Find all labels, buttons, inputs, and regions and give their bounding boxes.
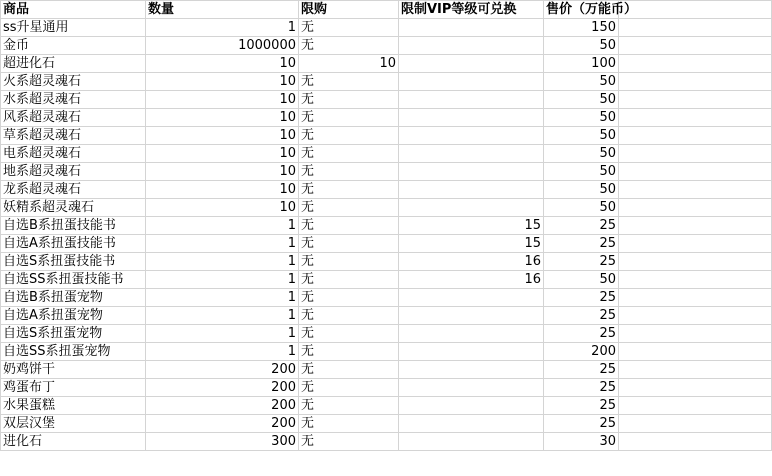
cell-vip-level[interactable] bbox=[399, 325, 544, 343]
cell-purchase-limit[interactable]: 无 bbox=[299, 181, 399, 199]
cell-price[interactable]: 25 bbox=[544, 217, 619, 235]
table-row bbox=[1, 271, 772, 289]
cell-item[interactable]: 自选SS系扭蛋宠物 bbox=[1, 343, 146, 361]
cell-purchase-limit[interactable]: 无 bbox=[299, 109, 399, 127]
cell-price[interactable]: 200 bbox=[544, 343, 619, 361]
empty-cell[interactable] bbox=[619, 415, 772, 433]
table-row bbox=[1, 37, 772, 55]
cell-quantity[interactable]: 10 bbox=[146, 145, 299, 163]
cell-item[interactable]: ss升星通用 bbox=[1, 19, 146, 37]
cell-item[interactable]: 水果蛋糕 bbox=[1, 397, 146, 415]
cell-vip-level[interactable]: 15 bbox=[399, 217, 544, 235]
cell-quantity[interactable]: 1000000 bbox=[146, 37, 299, 55]
header-price[interactable]: 售价（万能币） bbox=[544, 1, 619, 19]
cell-price[interactable]: 50 bbox=[544, 163, 619, 181]
cell-price[interactable]: 25 bbox=[544, 361, 619, 379]
table-row bbox=[1, 379, 772, 397]
cell-price[interactable]: 25 bbox=[544, 379, 619, 397]
cell-quantity[interactable]: 200 bbox=[146, 361, 299, 379]
empty-cell[interactable] bbox=[619, 163, 772, 181]
cell-purchase-limit[interactable]: 无 bbox=[299, 217, 399, 235]
cell-quantity[interactable]: 1 bbox=[146, 19, 299, 37]
cell-price[interactable]: 25 bbox=[544, 307, 619, 325]
empty-cell[interactable] bbox=[619, 145, 772, 163]
cell-item[interactable]: 奶鸡饼干 bbox=[1, 361, 146, 379]
cell-vip-level[interactable]: 16 bbox=[399, 271, 544, 289]
cell-purchase-limit[interactable]: 无 bbox=[299, 91, 399, 109]
cell-item[interactable]: 草系超灵魂石 bbox=[1, 127, 146, 145]
table-row bbox=[1, 19, 772, 37]
cell-quantity[interactable]: 10 bbox=[146, 55, 299, 73]
cell-quantity[interactable]: 10 bbox=[146, 127, 299, 145]
header-quantity[interactable]: 数量 bbox=[146, 1, 299, 19]
cell-price[interactable]: 50 bbox=[544, 37, 619, 55]
table-row bbox=[1, 181, 772, 199]
cell-purchase-limit[interactable]: 无 bbox=[299, 37, 399, 55]
cell-vip-level[interactable] bbox=[399, 433, 544, 451]
table-row bbox=[1, 91, 772, 109]
cell-price[interactable]: 25 bbox=[544, 397, 619, 415]
cell-item[interactable]: 自选S系扭蛋宠物 bbox=[1, 325, 146, 343]
empty-cell[interactable] bbox=[619, 307, 772, 325]
cell-price[interactable]: 50 bbox=[544, 271, 619, 289]
cell-price[interactable]: 25 bbox=[544, 415, 619, 433]
cell-vip-level[interactable] bbox=[399, 55, 544, 73]
cell-item[interactable]: 金币 bbox=[1, 37, 146, 55]
cell-vip-level[interactable] bbox=[399, 73, 544, 91]
cell-purchase-limit[interactable]: 无 bbox=[299, 307, 399, 325]
cell-vip-level[interactable] bbox=[399, 109, 544, 127]
cell-quantity[interactable]: 1 bbox=[146, 253, 299, 271]
cell-item[interactable]: 自选B系扭蛋技能书 bbox=[1, 217, 146, 235]
cell-purchase-limit[interactable]: 无 bbox=[299, 73, 399, 91]
cell-price[interactable]: 25 bbox=[544, 325, 619, 343]
header-vip-level[interactable]: 限制VIP等级可兑换 bbox=[399, 1, 544, 19]
cell-vip-level[interactable] bbox=[399, 145, 544, 163]
cell-purchase-limit[interactable]: 无 bbox=[299, 361, 399, 379]
table-row bbox=[1, 127, 772, 145]
cell-quantity[interactable]: 10 bbox=[146, 109, 299, 127]
cell-quantity[interactable]: 200 bbox=[146, 397, 299, 415]
cell-purchase-limit[interactable]: 无 bbox=[299, 253, 399, 271]
cell-quantity[interactable]: 1 bbox=[146, 343, 299, 361]
empty-cell[interactable] bbox=[619, 271, 772, 289]
cell-vip-level[interactable] bbox=[399, 397, 544, 415]
table-row bbox=[1, 397, 772, 415]
empty-cell[interactable] bbox=[619, 433, 772, 451]
cell-price[interactable]: 50 bbox=[544, 127, 619, 145]
cell-quantity[interactable]: 10 bbox=[146, 199, 299, 217]
cell-item[interactable]: 自选SS系扭蛋技能书 bbox=[1, 271, 146, 289]
cell-vip-level[interactable] bbox=[399, 127, 544, 145]
cell-quantity[interactable]: 10 bbox=[146, 73, 299, 91]
cell-vip-level[interactable] bbox=[399, 289, 544, 307]
cell-item[interactable]: 火系超灵魂石 bbox=[1, 73, 146, 91]
table-row bbox=[1, 325, 772, 343]
cell-vip-level[interactable] bbox=[399, 199, 544, 217]
table-row bbox=[1, 343, 772, 361]
cell-item[interactable]: 龙系超灵魂石 bbox=[1, 181, 146, 199]
cell-purchase-limit[interactable]: 无 bbox=[299, 415, 399, 433]
cell-item[interactable]: 自选B系扭蛋宠物 bbox=[1, 289, 146, 307]
cell-purchase-limit[interactable]: 无 bbox=[299, 271, 399, 289]
table-row bbox=[1, 415, 772, 433]
empty-cell[interactable] bbox=[619, 91, 772, 109]
cell-quantity[interactable]: 10 bbox=[146, 91, 299, 109]
cell-item[interactable]: 自选A系扭蛋宠物 bbox=[1, 307, 146, 325]
cell-quantity[interactable]: 200 bbox=[146, 379, 299, 397]
empty-cell[interactable] bbox=[619, 109, 772, 127]
cell-quantity[interactable]: 1 bbox=[146, 325, 299, 343]
table-row bbox=[1, 253, 772, 271]
cell-quantity[interactable]: 200 bbox=[146, 415, 299, 433]
cell-price[interactable]: 100 bbox=[544, 55, 619, 73]
cell-purchase-limit[interactable]: 无 bbox=[299, 145, 399, 163]
cell-purchase-limit[interactable]: 无 bbox=[299, 127, 399, 145]
empty-cell[interactable] bbox=[619, 397, 772, 415]
cell-item[interactable]: 电系超灵魂石 bbox=[1, 145, 146, 163]
cell-purchase-limit[interactable]: 无 bbox=[299, 289, 399, 307]
empty-cell[interactable] bbox=[619, 37, 772, 55]
cell-item[interactable]: 自选A系扭蛋技能书 bbox=[1, 235, 146, 253]
cell-vip-level[interactable]: 16 bbox=[399, 253, 544, 271]
cell-vip-level[interactable] bbox=[399, 19, 544, 37]
cell-purchase-limit[interactable]: 10 bbox=[299, 55, 399, 73]
table-row bbox=[1, 55, 772, 73]
cell-quantity[interactable]: 1 bbox=[146, 235, 299, 253]
cell-price[interactable]: 25 bbox=[544, 235, 619, 253]
cell-vip-level[interactable] bbox=[399, 379, 544, 397]
cell-vip-level[interactable] bbox=[399, 361, 544, 379]
cell-item[interactable]: 风系超灵魂石 bbox=[1, 109, 146, 127]
cell-vip-level[interactable] bbox=[399, 163, 544, 181]
cell-item[interactable]: 水系超灵魂石 bbox=[1, 91, 146, 109]
empty-cell[interactable] bbox=[619, 289, 772, 307]
cell-price[interactable]: 30 bbox=[544, 433, 619, 451]
cell-purchase-limit[interactable]: 无 bbox=[299, 199, 399, 217]
empty-cell[interactable] bbox=[619, 253, 772, 271]
cell-item[interactable]: 双层汉堡 bbox=[1, 415, 146, 433]
header-row bbox=[1, 1, 772, 19]
cell-price[interactable]: 50 bbox=[544, 145, 619, 163]
cell-item[interactable]: 地系超灵魂石 bbox=[1, 163, 146, 181]
table-row bbox=[1, 361, 772, 379]
cell-vip-level[interactable] bbox=[399, 415, 544, 433]
cell-vip-level[interactable] bbox=[399, 181, 544, 199]
empty-cell[interactable] bbox=[619, 199, 772, 217]
cell-quantity[interactable]: 1 bbox=[146, 307, 299, 325]
cell-quantity[interactable]: 300 bbox=[146, 433, 299, 451]
empty-cell[interactable] bbox=[619, 217, 772, 235]
empty-cell[interactable] bbox=[619, 325, 772, 343]
cell-quantity[interactable]: 10 bbox=[146, 163, 299, 181]
cell-price[interactable]: 25 bbox=[544, 289, 619, 307]
cell-vip-level[interactable] bbox=[399, 37, 544, 55]
cell-purchase-limit[interactable]: 无 bbox=[299, 433, 399, 451]
empty-cell[interactable] bbox=[619, 181, 772, 199]
empty-cell[interactable] bbox=[619, 343, 772, 361]
cell-quantity[interactable]: 1 bbox=[146, 271, 299, 289]
empty-cell[interactable] bbox=[619, 235, 772, 253]
header-purchase-limit[interactable]: 限购 bbox=[299, 1, 399, 19]
cell-vip-level[interactable]: 15 bbox=[399, 235, 544, 253]
table-row bbox=[1, 163, 772, 181]
cell-price[interactable]: 50 bbox=[544, 181, 619, 199]
cell-vip-level[interactable] bbox=[399, 91, 544, 109]
table-row bbox=[1, 145, 772, 163]
cell-purchase-limit[interactable]: 无 bbox=[299, 397, 399, 415]
table-row bbox=[1, 235, 772, 253]
cell-price[interactable]: 150 bbox=[544, 19, 619, 37]
cell-purchase-limit[interactable]: 无 bbox=[299, 343, 399, 361]
empty-cell[interactable] bbox=[619, 379, 772, 397]
cell-price[interactable]: 50 bbox=[544, 73, 619, 91]
empty-cell[interactable] bbox=[619, 73, 772, 91]
table-row bbox=[1, 109, 772, 127]
cell-purchase-limit[interactable]: 无 bbox=[299, 163, 399, 181]
cell-price[interactable]: 50 bbox=[544, 199, 619, 217]
table-row bbox=[1, 289, 772, 307]
table-row bbox=[1, 73, 772, 91]
cell-vip-level[interactable] bbox=[399, 307, 544, 325]
cell-quantity[interactable]: 1 bbox=[146, 289, 299, 307]
table-row bbox=[1, 217, 772, 235]
empty-cell[interactable] bbox=[619, 55, 772, 73]
table-row bbox=[1, 433, 772, 451]
cell-item[interactable]: 鸡蛋布丁 bbox=[1, 379, 146, 397]
cell-price[interactable]: 25 bbox=[544, 253, 619, 271]
table-row bbox=[1, 307, 772, 325]
cell-quantity[interactable]: 1 bbox=[146, 217, 299, 235]
cell-price[interactable]: 50 bbox=[544, 109, 619, 127]
cell-purchase-limit[interactable]: 无 bbox=[299, 19, 399, 37]
table-row bbox=[1, 199, 772, 217]
empty-cell[interactable] bbox=[619, 127, 772, 145]
cell-quantity[interactable]: 10 bbox=[146, 181, 299, 199]
cell-purchase-limit[interactable]: 无 bbox=[299, 235, 399, 253]
cell-item[interactable]: 自选S系扭蛋技能书 bbox=[1, 253, 146, 271]
empty-cell[interactable] bbox=[619, 19, 772, 37]
empty-cell[interactable] bbox=[619, 361, 772, 379]
cell-item[interactable]: 进化石 bbox=[1, 433, 146, 451]
cell-price[interactable]: 50 bbox=[544, 91, 619, 109]
header-item[interactable]: 商品 bbox=[1, 1, 146, 19]
cell-item[interactable]: 妖精系超灵魂石 bbox=[1, 199, 146, 217]
cell-purchase-limit[interactable]: 无 bbox=[299, 379, 399, 397]
cell-vip-level[interactable] bbox=[399, 343, 544, 361]
cell-purchase-limit[interactable]: 无 bbox=[299, 325, 399, 343]
cell-item[interactable]: 超进化石 bbox=[1, 55, 146, 73]
empty-cell[interactable] bbox=[619, 1, 772, 19]
